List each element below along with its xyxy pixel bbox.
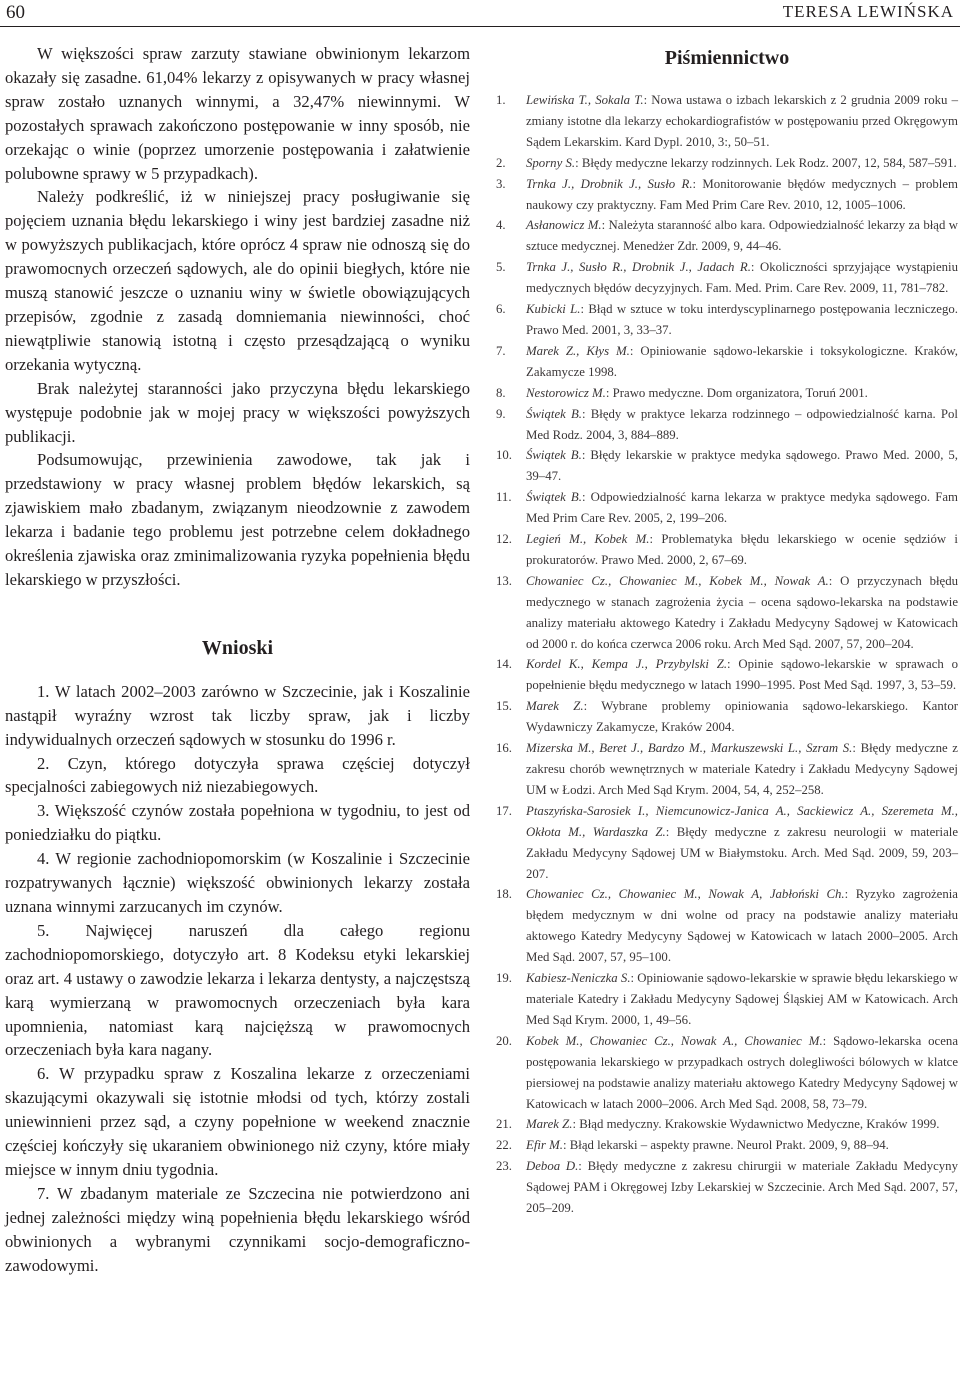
body-paragraph: W większości spraw zarzuty stawiane obwinionym lekarzom okazały się zasadne. 61,04% lekarzy z opisywanych w pracy własnej spraw zostało uznanych winnymi, a 32,47% niewinnymi. W pozostałych sprawach zakończono postępowanie w inny sposób, nie orzekając o winie (poprzez umorzenie postępowania i załatwienie polubowne sprawy w 5 przypadkach). — [5, 44, 470, 183]
reference-authors: Świątek B. — [526, 490, 582, 505]
body-paragraph: Brak należytej staranności jako przyczyna błędu lekarskiego występuje podobnie jak w mojej pracy w większości powyższych publikacji. — [5, 378, 470, 446]
reference-item — [496, 445, 958, 487]
reference-item — [496, 341, 958, 383]
reference-item — [496, 404, 958, 446]
reference-number: 1. — [496, 93, 506, 107]
body-paragraph: Podsumowując, przewinienia zawodowe, tak jak i przedstawiony w pracy własnej problem błędów lekarskich, są zjawiskiem mało zbadanym, związanym nieodzownie z zawodem lekarza i badanie tego problemu jest potrzebne celem dokładnego określenia zjawiska oraz zminimalizowania ryzyka popełnienia błędu lekarskiego w przyszłości. — [5, 450, 470, 589]
reference-text: : Odpowiedzialność karna lekarza w praktyce medyka sądowego. Fam Med Prim Care Rev. 2005, 2, 199–206. — [526, 490, 958, 526]
conclusion-item: 2. Czyn, którego dotyczyła sprawa częściej dotyczył specjalności zabiegowych niż niezabiegowych. — [5, 753, 470, 797]
reference-authors: Świątek B. — [526, 448, 582, 463]
reference-authors: Efir M. — [526, 1138, 563, 1153]
reference-item — [496, 174, 958, 216]
reference-item — [496, 654, 958, 696]
reference-authors: Kubicki L. — [526, 302, 581, 317]
reference-text: : Ryzyko zagrożenia błędem medycznym w dni wolne od pracy na podstawie analizy materiału aktowego Katedry Medycyny Sądowej w Katowicach w latach 2000–2005. Arch Med Sąd. 2007, 57, 95–100. — [526, 887, 958, 965]
reference-authors: Sporny S. — [526, 155, 576, 170]
reference-text: : Błędy medyczne z zakresu chirurgii w materiale Zakładu Medycyny Sądowej PAM i Okręgowej Izby Lekarskiej w Szczecinie. Arch Med Sąd. 2007, 57, 205–209. — [526, 1159, 958, 1216]
reference-item — [496, 571, 958, 655]
reference-number: 10. — [496, 448, 512, 463]
right-column — [496, 44, 958, 1219]
reference-authors: Świątek B. — [526, 406, 582, 421]
reference-text: : Błąd w sztuce w toku interdyscyplinarnego postępowania leczniczego. Prawo Med. 2001, 3, 33–37. — [526, 302, 958, 337]
reference-authors: Kobek M., Chowaniec Cz., Nowak A., Chowaniec M. — [526, 1033, 823, 1048]
reference-number: 3. — [496, 176, 506, 191]
left-column — [5, 42, 470, 1278]
reference-text: : Błędy w praktyce lekarza rodzinnego – odpowiedzialność karna. Pol Med Rodz. 2004, 3, 884–889. — [526, 406, 958, 442]
reference-item — [496, 153, 958, 174]
reference-authors: Marek Z. — [526, 699, 584, 714]
page-number: 60 — [6, 2, 25, 23]
reference-item — [496, 1156, 958, 1219]
reference-item — [496, 801, 958, 885]
reference-authors: Marek Z. — [526, 1117, 573, 1132]
conclusion-item: 3. Większość czynów została popełniona w tygodniu, to jest od poniedziałku do piątku. — [5, 801, 470, 845]
reference-number: 7. — [496, 343, 506, 358]
reference-text: : Błąd lekarski – aspekty prawne. Neurol Prakt. 2009, 9, 88–94. — [562, 1138, 889, 1153]
reference-item — [496, 257, 958, 299]
reference-authors: Lewińska T., Sokala T. — [526, 93, 644, 107]
conclusion-item: 5. Najwięcej naruszeń dla całego regionu zachodniopomorskiego, dotyczyło art. 8 Kodeksu etyki lekarskiej oraz art. 4 ustawy o zawodzie lekarza i lekarza dentysty, a najczęstszą karą wymierzaną w prawomocnych orzeczeniach była kara upomnienia, natomiast karą najcięższą w prawomocnych orzeczeniach była kara nagany. — [5, 920, 470, 1060]
reference-authors: Nestorowicz M. — [526, 385, 606, 400]
reference-text: : Błąd medyczny. Krakowskie Wydawnictwo Medyczne, Kraków 1999. — [572, 1117, 940, 1132]
reference-text: : O przyczynach błędu medycznego w stanach zagrożenia życia – ocena sądowo-lekarska na podstawie analizy materiału aktowego Katedry i Zakładu Medycyny Sądowej w Katowicach od 2000 r. do końca czerwca 2006 roku. Arch Med Sąd. 2007, 57, 200–204. — [526, 573, 959, 651]
running-head: TERESA LEWIŃSKA — [782, 2, 954, 21]
reference-number: 8. — [496, 385, 506, 400]
reference-number: 6. — [496, 302, 506, 317]
reference-item — [496, 1114, 958, 1135]
reference-authors: Chowaniec Cz., Chowaniec M., Kobek M., Nowak A. — [526, 573, 829, 588]
reference-text: : Wybrane problemy opiniowania sądowo-lekarskiego. Kantor Wydawniczy Zakamycze, Kraków 2004. — [526, 699, 958, 735]
conclusions-heading: Wnioski — [201, 636, 274, 659]
reference-item — [496, 529, 958, 571]
page-header — [0, 0, 960, 30]
reference-number: 14. — [496, 657, 512, 672]
reference-number: 15. — [496, 699, 512, 714]
reference-authors: Kabiesz-Neniczka S. — [526, 971, 631, 986]
reference-item — [496, 299, 958, 341]
reference-number: 17. — [496, 803, 512, 818]
body-paragraph: Należy podkreślić, iż w niniejszej pracy posługiwanie się pojęciem uznania błędu lekarskiego i winy jest bardziej zasadne niż w powyższych publikacjach, które oprócz 4 spraw nie odnoszą się do prawomocnych orzeczeń sądowych, ale do opinii biegłych, które nie muszą stanowić jeszcze o uznaniu winy w świetle obowiązujących przepisów, zgodnie z zasadą domniemania niewinności, choć niewątpliwie stanowią istotną i często przesądzającą o wyniku orzekania wytyczną. — [5, 187, 470, 374]
reference-number: 9. — [496, 406, 506, 421]
reference-text: : Błędy medyczne lekarzy rodzinnych. Lek Rodz. 2007, 12, 584, 587–591. — [575, 155, 957, 170]
reference-number: 23. — [496, 1159, 512, 1174]
reference-text: : Problematyka błędu lekarskiego w ocenie sędziów i prokuratorów. Prawo Med. 2000, 2, 67–69. — [526, 532, 958, 567]
reference-text: : Błędy lekarskie w praktyce medyka sądowego. Prawo Med. 2000, 5, 39–47. — [526, 448, 958, 484]
reference-number: 12. — [496, 532, 512, 547]
conclusion-item: 6. W przypadku spraw z Koszalina lekarze z orzeczeniami skazującymi okazywali się istotnie młodsi od tych, którzy zostali uniewinnieni przez sąd, a czyny popełnione w weekend znacznie częściej kończyły się ukaraniem obwinionego niż czyny, które miały miejsce w innym dniu tygodnia. — [5, 1064, 470, 1179]
references-list — [496, 90, 958, 1219]
reference-number: 11. — [496, 490, 512, 505]
reference-authors: Asłanowicz M. — [526, 218, 602, 233]
conclusion-item: 4. W regionie zachodniopomorskim (w Koszalinie i Szczecinie rozpatrywanych łącznie) większość obwinionych lekarzy została uznana winnymi zarzucanych im czynów. — [5, 849, 470, 916]
reference-text: : Błędy medyczne z zakresu neurologii w materiale Zakładu Medycyny Sądowej UM w Białymstoku. Arch. Med Sąd. 2009, 59, 203–207. — [526, 824, 958, 881]
reference-text: : Sądowo-lekarska ocena postępowania lekarskiego w przypadkach ostrych dolegliwości bólowych w klatce piersiowej na podstawie analizy materiału aktowego Katedry Medycyny Sądowej w Katowicach w latach 2000–2006. Arch Med Sąd. 2008, 58, 73–79. — [526, 1033, 958, 1111]
reference-authors: Trnka J., Susło R., Drobnik J., Jadach R. — [526, 260, 751, 275]
reference-authors: Mizerska M., Beret J., Bardzo M., Markuszewski L., Szram S. — [526, 741, 853, 756]
reference-number: 22. — [496, 1138, 512, 1153]
reference-text: : Prawo medyczne. Dom organizatora, Toruń 2001. — [605, 385, 868, 400]
reference-item — [496, 1031, 958, 1115]
reference-authors: Chowaniec Cz., Chowaniec M., Nowak A, Jabłoński Ch. — [526, 887, 845, 902]
reference-text: : Nowa ustawa o izbach lekarskich z 2 grudnia 2009 roku – zmiany istotne dla lekarzy echokardiografistów w postępowaniu przed Okręgowym Sądem Lekarskim. Kard Dypl. 2010, 3:, 50–51. — [526, 93, 959, 149]
reference-authors: Marek Z., Kłys M. — [526, 343, 630, 358]
reference-number: 13. — [496, 573, 512, 588]
reference-number: 20. — [496, 1033, 512, 1048]
conclusion-item: 1. W latach 2002–2003 zarówno w Szczecinie, jak i Koszalinie nastąpił wyraźny wzrost tak liczby spraw, jak i liczby indywidualnych orzeczeń sądowych w stosunku do 1996 r. — [5, 681, 470, 749]
reference-item — [496, 383, 958, 404]
reference-number: 4. — [496, 218, 506, 233]
references-heading: Piśmiennictwo — [664, 47, 790, 69]
reference-number: 21. — [496, 1117, 512, 1132]
reference-item — [496, 90, 958, 153]
reference-text: : Opinie sądowo-lekarskie w sprawach o popełnienie błędu medycznego w latach 1990–1995. Post Med Sąd. 1997, 3, 53–59. — [526, 657, 958, 693]
reference-number: 5. — [496, 260, 506, 275]
reference-text: : Monitorowanie błędów medycznych – problem naukowy czy praktyczny. Fam Med Prim Care Rev. 2010, 12, 1005–1006. — [526, 176, 958, 212]
reference-number: 19. — [496, 971, 512, 986]
reference-authors: Deboa D. — [526, 1159, 579, 1174]
reference-authors: Trnka J., Drobnik J., Susło R. — [526, 176, 693, 191]
reference-number: 18. — [496, 887, 512, 902]
reference-text: : Okoliczności sprzyjające wystąpieniu medycznych błędów decyzyjnych. Fam. Med. Prim. Care Rev. 2009, 11, 781–782. — [526, 260, 958, 296]
reference-item — [496, 1135, 958, 1156]
reference-item — [496, 884, 958, 968]
reference-authors: Kordel K., Kempa J., Przybylski Z. — [526, 657, 728, 672]
header-rule — [0, 26, 960, 27]
conclusion-item: 7. W zbadanym materiale ze Szczecina nie potwierdzono ani jednej zależności między winą popełnienia błędu lekarskiego wśród obwinionych a wybranymi czynnikami socjo-demograficzno-zawodowymi. — [5, 1183, 470, 1275]
reference-authors: Legień M., Kobek M. — [526, 532, 650, 547]
reference-number: 16. — [496, 741, 512, 756]
reference-number: 2. — [496, 155, 506, 170]
reference-item — [496, 738, 958, 801]
reference-text: : Opiniowanie sądowo-lekarskie i toksykologiczne. Kraków, Zakamycze 1998. — [526, 343, 958, 379]
reference-item — [496, 696, 958, 738]
reference-item — [496, 968, 958, 1031]
reference-authors: Ptaszyńska-Sarosiek I., Niemcunowicz-Janica A., Sackiewicz A., Szeremeta M., Okłota M., Wardaszka Z. — [526, 803, 958, 839]
reference-text: : Należyta staranność albo kara. Odpowiedzialność lekarzy za błąd w sztuce medycznej. Menedżer Zdr. 2009, 9, 44–46. — [526, 218, 958, 254]
reference-item — [496, 487, 958, 529]
reference-text: : Opiniowanie sądowo-lekarskie w sprawie błędu lekarskiego w materiale Katedry i Zakładu Medycyny Sądowej Śląskiej AM w Katowicach. Arch Med Sąd Krym. 2000, 1, 49–56. — [526, 971, 959, 1027]
reference-item — [496, 215, 958, 257]
reference-text: : Błędy medyczne z zakresu chorób wewnętrznych w materiale Katedry i Zakładu Medycyny Sądowej UM w Łodzi. Arch Med Sąd Krym. 2004, 54, 4, 252–258. — [526, 741, 958, 797]
conclusions-list — [5, 680, 470, 1278]
